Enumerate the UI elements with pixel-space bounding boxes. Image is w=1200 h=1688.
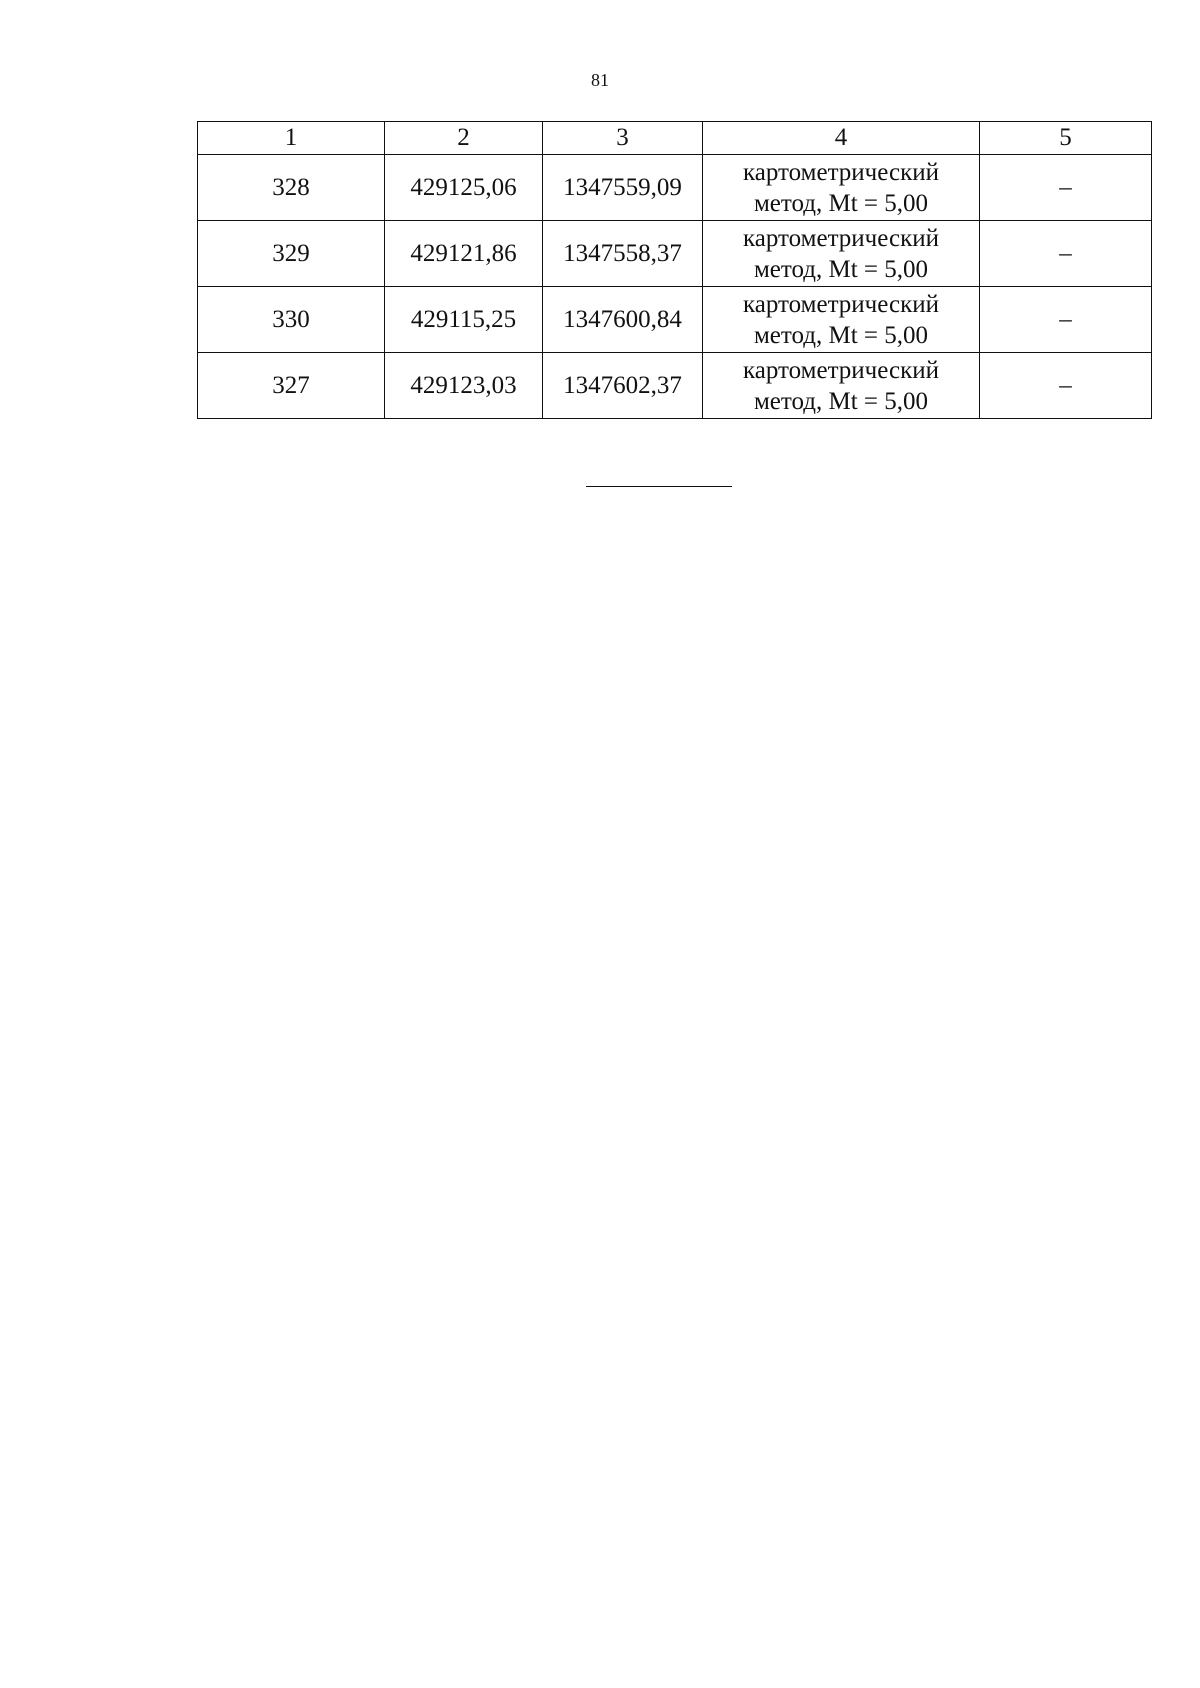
header-col-2: 2 [385, 122, 543, 155]
table-header [198, 122, 1152, 155]
note-cell: – [980, 221, 1152, 287]
table-row [198, 155, 1152, 221]
y-coordinate-cell: 1347602,37 [543, 353, 703, 419]
table-row [198, 353, 1152, 419]
note-cell: – [980, 155, 1152, 221]
method-line-2: метод, Mt = 5,00 [753, 189, 929, 217]
method-cell [703, 221, 980, 287]
x-coordinate-cell: 429121,86 [385, 221, 543, 287]
y-coordinate-cell: 1347558,37 [543, 221, 703, 287]
header-row [198, 122, 1152, 155]
x-coordinate-cell: 429115,25 [385, 287, 543, 353]
point-number-cell: 328 [198, 155, 385, 221]
point-number-cell: 327 [198, 353, 385, 419]
y-coordinate-cell: 1347559,09 [543, 155, 703, 221]
y-coordinate-cell: 1347600,84 [543, 287, 703, 353]
method-cell [703, 353, 980, 419]
coordinates-table [197, 121, 1152, 419]
header-col-5: 5 [980, 122, 1152, 155]
method-line-2: метод, Mt = 5,00 [753, 255, 929, 283]
method-line-2: метод, Mt = 5,00 [753, 321, 929, 349]
table-row [198, 221, 1152, 287]
end-of-document-rule [586, 486, 732, 487]
table-body [198, 155, 1152, 419]
x-coordinate-cell: 429125,06 [385, 155, 543, 221]
point-number-cell: 329 [198, 221, 385, 287]
method-line-1: картометрический [743, 356, 939, 384]
method-line-1: картометрический [743, 158, 939, 186]
header-col-4: 4 [703, 122, 980, 155]
note-cell: – [980, 353, 1152, 419]
page-number: 81 [591, 70, 609, 90]
method-line-1: картометрический [743, 290, 939, 318]
point-number-cell: 330 [198, 287, 385, 353]
method-cell [703, 155, 980, 221]
header-col-1: 1 [198, 122, 385, 155]
x-coordinate-cell: 429123,03 [385, 353, 543, 419]
method-cell [703, 287, 980, 353]
method-line-1: картометрический [743, 224, 939, 252]
header-col-3: 3 [543, 122, 703, 155]
note-cell: – [980, 287, 1152, 353]
method-line-2: метод, Mt = 5,00 [753, 387, 929, 415]
table-row [198, 287, 1152, 353]
